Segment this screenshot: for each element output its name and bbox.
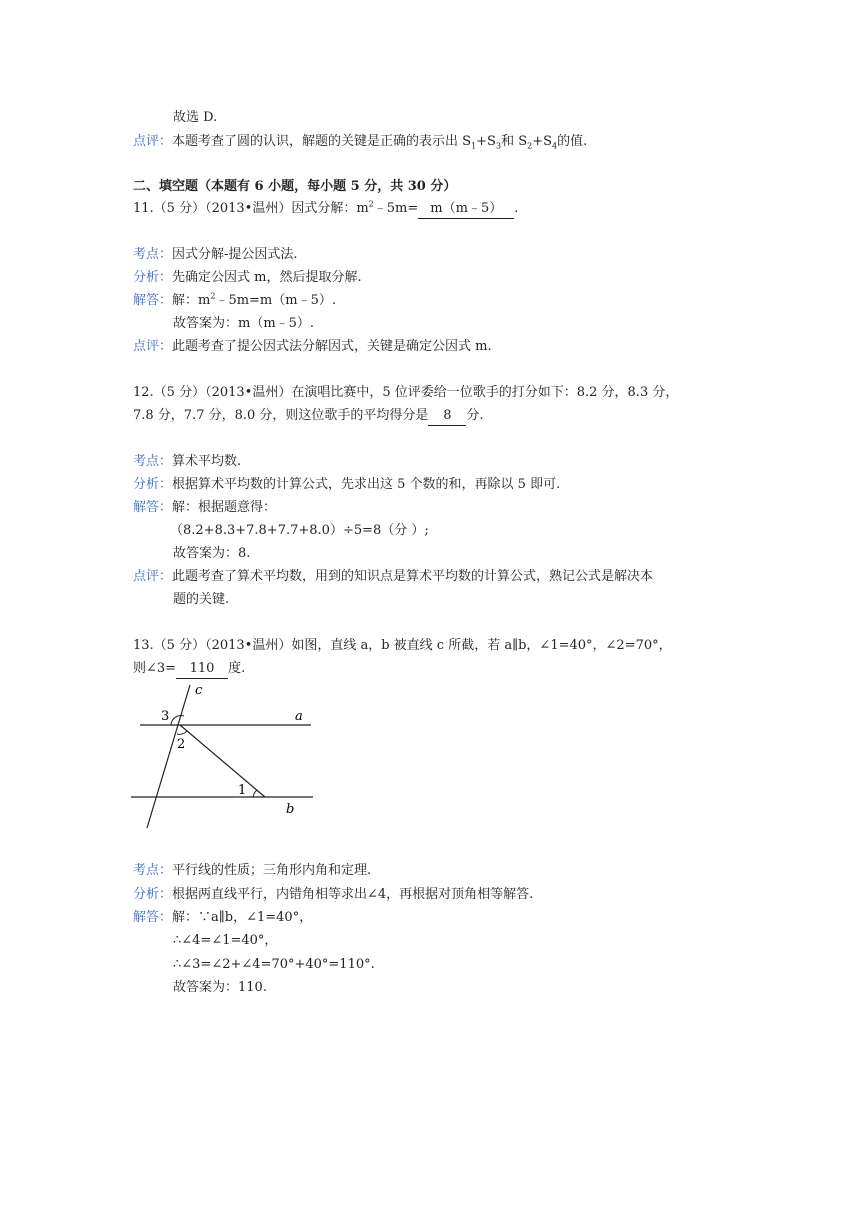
jieda-b: ﹣5m=m（m﹣5）. xyxy=(215,293,336,308)
label-3: 3 xyxy=(161,709,170,724)
q12-stem2-b: 分. xyxy=(466,408,484,423)
q13-answer: 110 xyxy=(176,660,228,679)
fenxi-label: 分析： xyxy=(133,477,173,492)
q13-stem-2 xyxy=(133,660,245,679)
label-b: b xyxy=(286,802,295,817)
fenxi-label: 分析： xyxy=(133,887,173,902)
geometry-figure xyxy=(125,680,325,835)
label-a: a xyxy=(295,709,303,724)
and-s: 和 S xyxy=(501,134,528,149)
q13-step-2: ∴∠3=∠2+∠4=70°+40°=110°. xyxy=(173,957,375,972)
kaodian-label: 考点： xyxy=(133,454,173,469)
jieda-label: 解答： xyxy=(133,910,173,925)
top-conclusion: 故选 D. xyxy=(173,110,218,125)
q11-answer: m（m﹣5） xyxy=(418,200,514,219)
jieda-label: 解答： xyxy=(133,500,173,515)
line-c xyxy=(147,685,190,828)
q11-stem-a: 11.（5 分）（2013•温州）因式分解：m xyxy=(133,201,369,216)
q12-result: 故答案为：8. xyxy=(173,546,251,561)
q11-result: 故答案为：m（m﹣5）. xyxy=(173,316,315,331)
jieda-sup: 2 xyxy=(210,291,216,301)
q11-stem-c: . xyxy=(514,201,519,216)
angle-3-arc xyxy=(171,716,184,725)
q12-answer: 8 xyxy=(428,407,466,426)
q11-stem xyxy=(133,200,518,219)
q11-kaodian xyxy=(133,246,298,264)
q11-dianping xyxy=(133,338,492,356)
fenxi-label: 分析： xyxy=(133,270,173,285)
sub-4: 4 xyxy=(552,141,558,151)
q12-kaodian xyxy=(133,453,241,471)
label-c: c xyxy=(195,683,203,698)
q12-stem2-a: 7.8 分，7.7 分，8.0 分，则这位歌手的平均得分是 xyxy=(133,408,429,423)
kaodian-text: 因式分解-提公因式法. xyxy=(172,247,298,262)
q13-stem2-a: 则∠3= xyxy=(133,661,177,676)
plus-s-2: +S xyxy=(532,134,553,149)
dianping-label: 点评： xyxy=(133,569,173,584)
q12-dianping-1 xyxy=(133,568,653,586)
sub-1: 1 xyxy=(471,141,477,151)
section-title: 二、填空题（本题有 6 小题，每小题 5 分，共 30 分） xyxy=(133,179,457,194)
fenxi-text: 根据算术平均数的计算公式，先求出这 5 个数的和，再除以 5 即可. xyxy=(172,477,561,492)
label-1: 1 xyxy=(238,783,247,798)
q12-stem-1: 12.（5 分）（2013•温州）在演唱比赛中，5 位评委给一位歌手的打分如下：8.2 分，8.3 分， xyxy=(133,385,679,400)
label-2: 2 xyxy=(177,737,186,752)
q12-calc: （8.2+8.3+7.8+7.7+8.0）÷5=8（分 ）; xyxy=(170,523,429,538)
jieda-text: 解：∵a∥b，∠1=40°， xyxy=(172,910,313,925)
dianping-label: 点评： xyxy=(133,339,173,354)
kaodian-text: 算术平均数. xyxy=(172,454,242,469)
comment-text: 本题考查了圆的认识，解题的关键是正确的表示出 S xyxy=(172,134,472,149)
angle-1-arc xyxy=(253,790,257,797)
q11-sup: 2 xyxy=(368,199,374,209)
q12-stem-2 xyxy=(133,407,484,426)
q13-stem-1: 13.（5 分）（2013•温州）如图，直线 a，b 被直线 c 所截，若 a∥b，∠1=40°，∠2=70°， xyxy=(133,638,672,653)
q11-stem-b: ﹣5m= xyxy=(373,201,419,216)
jieda-text: 解：根据题意得： xyxy=(172,500,277,515)
jieda-label: 解答： xyxy=(133,293,173,308)
q13-jieda xyxy=(133,909,312,927)
kaodian-text: 平行线的性质；三角形内角和定理. xyxy=(172,863,372,878)
transversal xyxy=(180,725,265,797)
q13-fenxi xyxy=(133,886,533,904)
kaodian-label: 考点： xyxy=(133,247,173,262)
q12-dianping-2: 题的关键. xyxy=(173,592,230,607)
sub-3: 3 xyxy=(495,141,502,151)
kaodian-label: 考点： xyxy=(133,863,173,878)
plus-s: +S xyxy=(476,134,496,149)
q11-fenxi xyxy=(133,269,362,287)
comment-label: 点评： xyxy=(133,134,173,149)
angle-2-arc xyxy=(177,731,187,734)
dianping-text: 此题考查了提公因式法分解因式，关键是确定公因式 m. xyxy=(172,339,492,354)
dianping-text-1: 此题考查了算术平均数，用到的知识点是算术平均数的计算公式，熟记公式是解决本 xyxy=(172,569,654,584)
fenxi-text: 根据两直线平行，内错角相等求出∠4，再根据对顶角相等解答. xyxy=(172,887,534,902)
q13-stem2-b: 度. xyxy=(228,661,246,676)
top-comment xyxy=(133,133,587,151)
fenxi-text: 先确定公因式 m，然后提取分解. xyxy=(172,270,362,285)
sub-2: 2 xyxy=(527,141,533,151)
jieda-a: 解：m xyxy=(172,293,211,308)
q13-kaodian xyxy=(133,862,371,880)
q13-step-1: ∴∠4=∠1=40°， xyxy=(173,933,278,948)
q12-fenxi xyxy=(133,476,560,494)
q12-jieda xyxy=(133,499,276,517)
comment-end: 的值. xyxy=(557,134,588,149)
q13-result: 故答案为：110. xyxy=(173,980,267,995)
q11-jieda xyxy=(133,292,336,310)
